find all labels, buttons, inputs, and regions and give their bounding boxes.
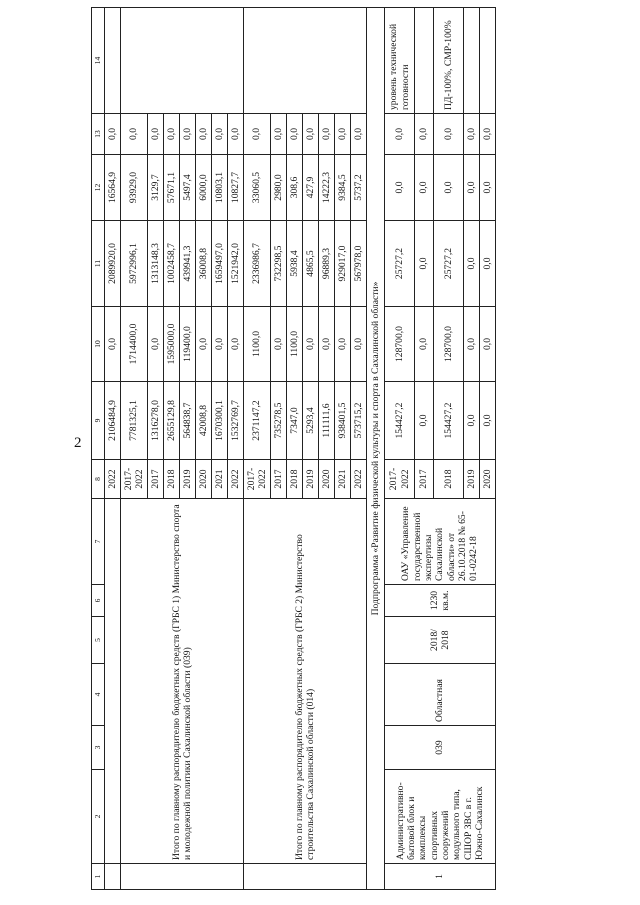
item-period: 2018/ 2018 [385, 617, 496, 664]
value-cell: 0,0 [121, 114, 148, 155]
year-cell: 2017-2022 [244, 460, 271, 499]
item-capacity: 1230 кв.м. [385, 585, 496, 617]
value-cell: 5293,4 [303, 382, 319, 460]
value-cell: 0,0 [271, 307, 287, 382]
value-cell: 0,0 [464, 382, 480, 460]
year-cell: 2021 [335, 460, 351, 499]
grbs2-label: Итого по главному распорядителю бюджетных средств (ГРБС 2) Министерство строительства Сахалинской области (014) [244, 499, 367, 864]
value-cell: 929017,0 [335, 221, 351, 307]
value-cell: 119400,0 [180, 307, 196, 382]
value-cell: 154427,2 [434, 382, 464, 460]
empty-cell [121, 864, 244, 890]
year-cell: 2019 [303, 460, 319, 499]
value-cell: 96889,3 [319, 221, 335, 307]
column-number: 1 [92, 864, 105, 890]
item-document: ОАУ «Управление государственной экспертизы Сахалинской области» от 26.10.2018 № 65-01-0242-18 [385, 499, 496, 585]
value-cell: 0,0 [385, 155, 415, 221]
value-cell: 42008,8 [196, 382, 212, 460]
value-cell: 0,0 [464, 307, 480, 382]
readiness-value: ПД-100%, СМР-100% [434, 8, 464, 114]
value-cell: 0,0 [212, 307, 228, 382]
subprogram-title: Подпрограмма «Развитие физической культуры и спорта в Сахалинской области» [367, 8, 385, 890]
value-cell: 0,0 [335, 114, 351, 155]
value-cell: 427,9 [303, 155, 319, 221]
value-cell: 5972996,1 [121, 221, 148, 307]
column-number: 6 [92, 585, 105, 617]
value-cell: 1316278,0 [148, 382, 164, 460]
value-cell: 1659497,0 [212, 221, 228, 307]
value-cell: 0,0 [351, 307, 367, 382]
item-level: Областная [385, 664, 496, 726]
value-cell: 5497,4 [180, 155, 196, 221]
value-cell: 1313148,3 [148, 221, 164, 307]
empty-cell [244, 864, 367, 890]
value-cell: 128700,0 [434, 307, 464, 382]
column-number: 8 [92, 460, 105, 499]
value-cell: 2655129,8 [164, 382, 180, 460]
value-cell: 938401,5 [335, 382, 351, 460]
value-cell: 5737,2 [351, 155, 367, 221]
value-cell: 2089920,0 [105, 221, 121, 307]
value-cell: 0,0 [105, 307, 121, 382]
year-cell: 2018 [434, 460, 464, 499]
value-cell: 0,0 [196, 307, 212, 382]
value-cell: 25727,2 [434, 221, 464, 307]
value-cell: 0,0 [480, 382, 496, 460]
value-cell: 0,0 [164, 114, 180, 155]
page-number: 2 [74, 435, 82, 451]
column-number: 12 [92, 155, 105, 221]
value-cell: 1100,0 [244, 307, 271, 382]
value-cell: 0,0 [319, 307, 335, 382]
value-cell: 1532769,7 [228, 382, 244, 460]
column-number: 14 [92, 8, 105, 114]
year-cell: 2020 [480, 460, 496, 499]
empty-cell [464, 8, 480, 114]
value-cell: 36008,8 [196, 221, 212, 307]
value-cell: 0,0 [105, 114, 121, 155]
column-number: 11 [92, 221, 105, 307]
value-cell: 1100,0 [287, 307, 303, 382]
table-row [385, 8, 415, 890]
column-number-row [92, 8, 105, 890]
value-cell: 2106484,9 [105, 382, 121, 460]
value-cell: 564838,7 [180, 382, 196, 460]
empty-cell [105, 499, 121, 864]
value-cell: 0,0 [434, 114, 464, 155]
value-cell: 128700,0 [385, 307, 415, 382]
item-number: 1 [385, 864, 496, 890]
year-cell: 2021 [212, 460, 228, 499]
item-code: 039 [385, 726, 496, 770]
value-cell: 7781325,1 [121, 382, 148, 460]
value-cell: 0,0 [303, 307, 319, 382]
year-cell: 2017 [148, 460, 164, 499]
empty-cell [121, 8, 244, 114]
year-cell: 2022 [228, 460, 244, 499]
value-cell: 0,0 [148, 307, 164, 382]
value-cell: 0,0 [319, 114, 335, 155]
column-number: 4 [92, 664, 105, 726]
value-cell: 308,6 [287, 155, 303, 221]
empty-cell [480, 8, 496, 114]
value-cell: 0,0 [351, 114, 367, 155]
year-cell: 2017-2022 [385, 460, 415, 499]
value-cell: 14222,3 [319, 155, 335, 221]
value-cell: 7347,0 [287, 382, 303, 460]
value-cell: 0,0 [415, 114, 434, 155]
value-cell: 0,0 [415, 382, 434, 460]
year-cell: 2022 [351, 460, 367, 499]
value-cell: 0,0 [464, 221, 480, 307]
empty-cell [105, 8, 121, 114]
year-cell: 2018 [287, 460, 303, 499]
value-cell: 0,0 [196, 114, 212, 155]
value-cell: 93929,0 [121, 155, 148, 221]
value-cell: 0,0 [385, 114, 415, 155]
table-row [121, 8, 148, 890]
value-cell: 0,0 [303, 114, 319, 155]
value-cell: 0,0 [464, 155, 480, 221]
value-cell: 111111,6 [319, 382, 335, 460]
value-cell: 0,0 [228, 307, 244, 382]
value-cell: 0,0 [335, 307, 351, 382]
value-cell: 1521942,0 [228, 221, 244, 307]
rotated-table-container [91, 8, 623, 890]
value-cell: 2371147,2 [244, 382, 271, 460]
value-cell: 0,0 [244, 114, 271, 155]
column-number: 10 [92, 307, 105, 382]
column-number: 5 [92, 617, 105, 664]
column-number: 2 [92, 770, 105, 864]
value-cell: 0,0 [415, 221, 434, 307]
budget-table [91, 7, 496, 890]
value-cell: 0,0 [148, 114, 164, 155]
value-cell: 0,0 [480, 155, 496, 221]
value-cell: 567978,0 [351, 221, 367, 307]
column-number: 7 [92, 499, 105, 585]
value-cell: 10803,1 [212, 155, 228, 221]
value-cell: 4865,5 [303, 221, 319, 307]
readiness-label: уровень технической готовности [385, 8, 415, 114]
year-cell: 2019 [180, 460, 196, 499]
value-cell: 16564,9 [105, 155, 121, 221]
year-cell: 2022 [105, 460, 121, 499]
value-cell: 0,0 [415, 155, 434, 221]
value-cell: 0,0 [212, 114, 228, 155]
value-cell: 2980,0 [271, 155, 287, 221]
value-cell: 0,0 [480, 114, 496, 155]
column-number: 13 [92, 114, 105, 155]
value-cell: 439941,3 [180, 221, 196, 307]
table-row [105, 8, 121, 890]
item-name: Административно-бытовой блок и комплексы спортивных сооружений модульного типа, СШОР ЗВС в г. Южно-Сахалинск [385, 770, 496, 864]
value-cell: 0,0 [434, 155, 464, 221]
value-cell: 1714400,0 [121, 307, 148, 382]
empty-cell [244, 8, 367, 114]
value-cell: 0,0 [415, 307, 434, 382]
column-number: 3 [92, 726, 105, 770]
value-cell: 0,0 [480, 221, 496, 307]
year-cell: 2017 [271, 460, 287, 499]
value-cell: 735278,5 [271, 382, 287, 460]
value-cell: 0,0 [287, 114, 303, 155]
year-cell: 2019 [464, 460, 480, 499]
value-cell: 0,0 [228, 114, 244, 155]
value-cell: 3129,7 [148, 155, 164, 221]
value-cell: 57671,1 [164, 155, 180, 221]
value-cell: 25727,2 [385, 221, 415, 307]
year-cell: 2017-2022 [121, 460, 148, 499]
column-number: 9 [92, 382, 105, 460]
value-cell: 10827,7 [228, 155, 244, 221]
value-cell: 5938,4 [287, 221, 303, 307]
value-cell: 2336986,7 [244, 221, 271, 307]
value-cell: 0,0 [480, 307, 496, 382]
value-cell: 0,0 [271, 114, 287, 155]
value-cell: 0,0 [464, 114, 480, 155]
table-row [244, 8, 271, 890]
year-cell: 2020 [319, 460, 335, 499]
value-cell: 1002458,7 [164, 221, 180, 307]
value-cell: 732298,5 [271, 221, 287, 307]
empty-cell [105, 864, 121, 890]
value-cell: 0,0 [180, 114, 196, 155]
empty-cell [415, 8, 434, 114]
year-cell: 2017 [415, 460, 434, 499]
subprogram-row [367, 8, 385, 890]
value-cell: 33060,5 [244, 155, 271, 221]
value-cell: 6000,0 [196, 155, 212, 221]
value-cell: 573715,2 [351, 382, 367, 460]
value-cell: 9384,5 [335, 155, 351, 221]
grbs1-label: Итого по главному распорядителю бюджетных средств (ГРБС 1) Министерство спорта и молодежной политики Сахалинской области (039) [121, 499, 244, 864]
value-cell: 1595000,0 [164, 307, 180, 382]
value-cell: 154427,2 [385, 382, 415, 460]
value-cell: 1670300,1 [212, 382, 228, 460]
year-cell: 2018 [164, 460, 180, 499]
year-cell: 2020 [196, 460, 212, 499]
